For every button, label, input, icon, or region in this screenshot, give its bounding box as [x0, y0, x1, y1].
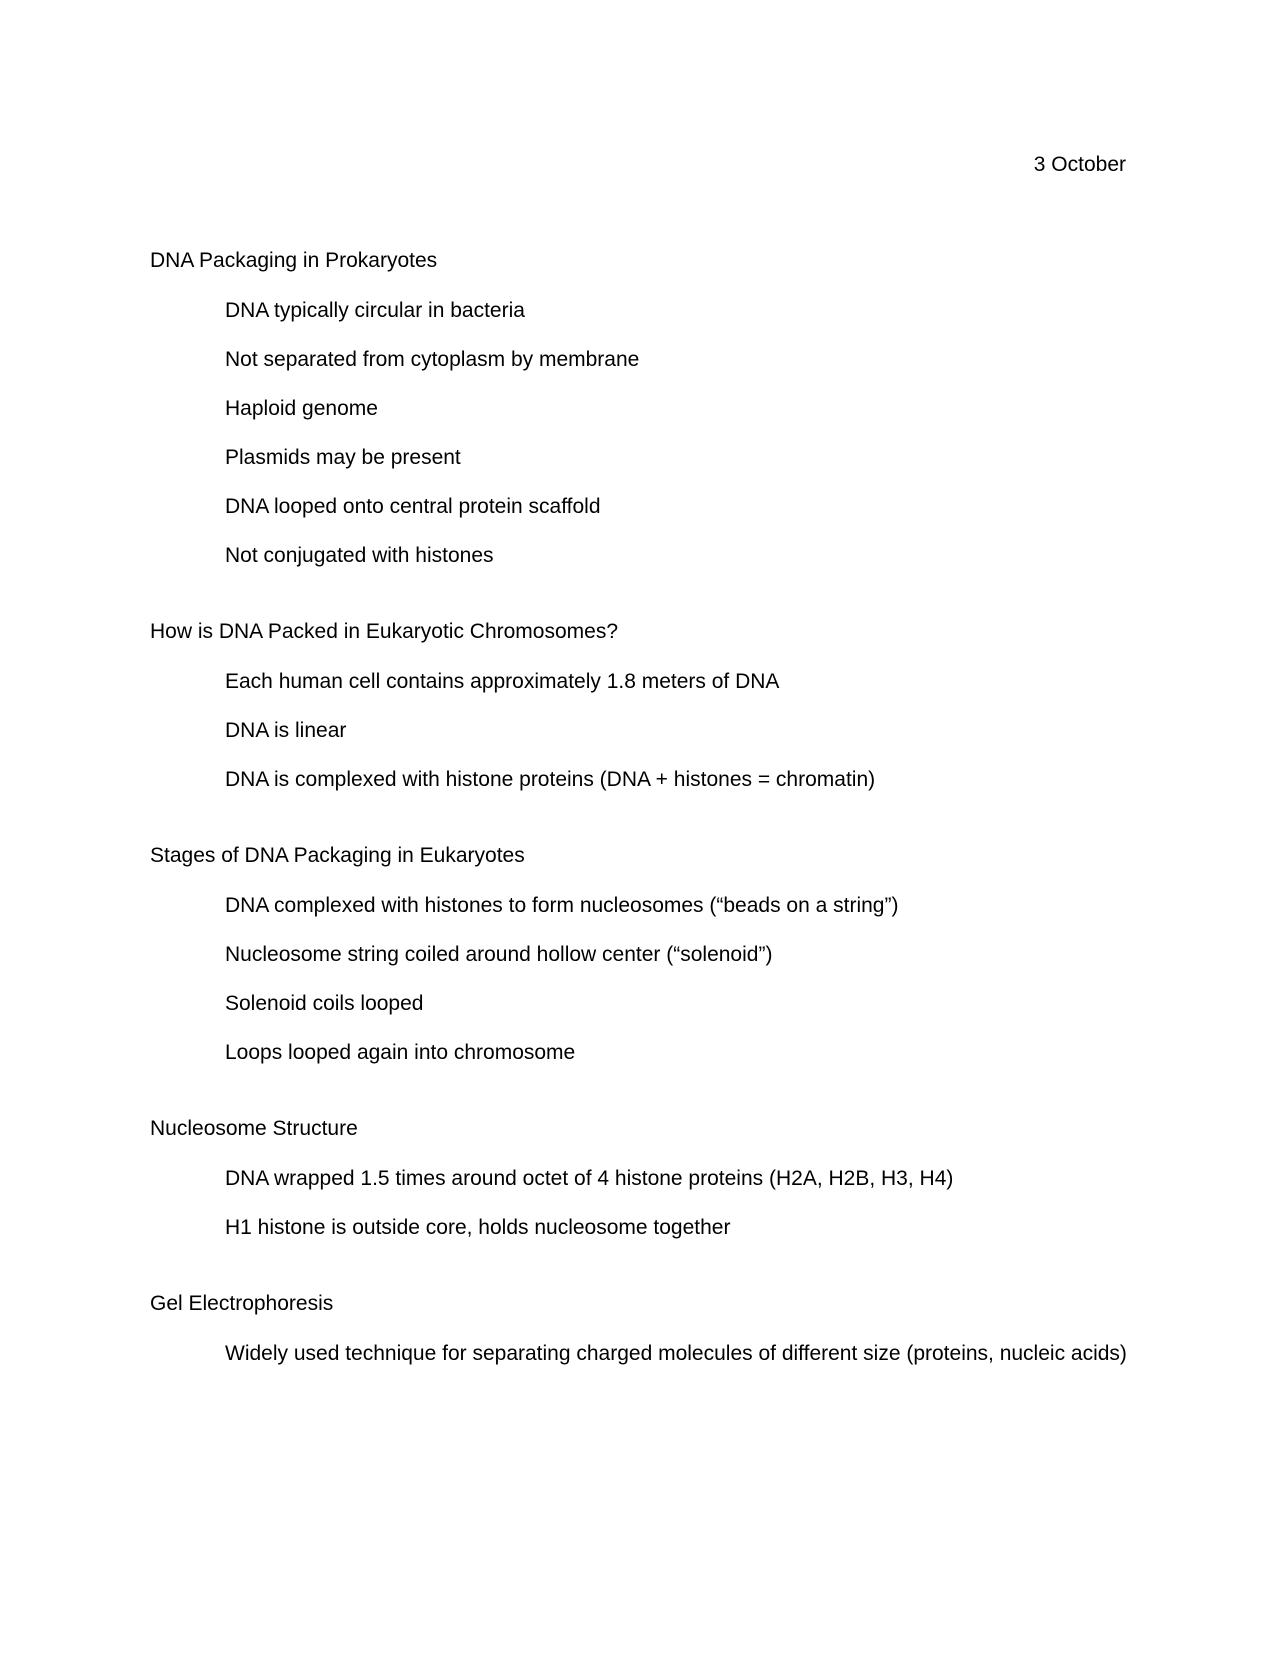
note-item: DNA typically circular in bacteria: [225, 299, 525, 322]
section-heading: How is DNA Packed in Eukaryotic Chromosomes?: [150, 620, 619, 643]
note-item: Plasmids may be present: [225, 446, 461, 469]
note-item: DNA wrapped 1.5 times around octet of 4 histone proteins (H2A, H2B, H3, H4): [225, 1167, 954, 1190]
note-item: H1 histone is outside core, holds nucleosome together: [225, 1216, 731, 1239]
note-item: Nucleosome string coiled around hollow center (“solenoid”): [225, 943, 773, 966]
section-heading: Gel Electrophoresis: [150, 1292, 334, 1315]
section-heading: Stages of DNA Packaging in Eukaryotes: [150, 844, 525, 867]
note-item: Solenoid coils looped: [225, 992, 424, 1015]
section-nucleosome-structure: [150, 1116, 1130, 1241]
note-item: Haploid genome: [225, 397, 378, 420]
section-gel-electrophoresis: [150, 1291, 1130, 1367]
note-item: Widely used technique for separating charged molecules of different size (proteins, nucleic acids): [225, 1342, 1127, 1365]
section-items: [150, 297, 1130, 569]
section-items: [150, 1165, 1130, 1241]
note-item: DNA complexed with histones to form nucleosomes (“beads on a string”): [225, 894, 899, 917]
section-heading: DNA Packaging in Prokaryotes: [150, 249, 438, 272]
section-heading: Nucleosome Structure: [150, 1117, 358, 1140]
notes-body: [150, 248, 1130, 1367]
section-items: [150, 1340, 1130, 1367]
note-item: DNA is complexed with histone proteins (DNA + histones = chromatin): [225, 768, 876, 791]
section-eukaryotic-chromosomes: [150, 619, 1130, 793]
note-item: DNA is linear: [225, 719, 347, 742]
note-item: Not separated from cytoplasm by membrane: [225, 348, 640, 371]
note-item: Not conjugated with histones: [225, 544, 494, 567]
note-item: Loops looped again into chromosome: [225, 1041, 576, 1064]
section-dna-packaging-prokaryotes: [150, 248, 1130, 569]
section-items: [150, 668, 1130, 793]
note-item: Each human cell contains approximately 1.8 meters of DNA: [225, 670, 780, 693]
note-item: DNA looped onto central protein scaffold: [225, 495, 601, 518]
section-items: [150, 892, 1130, 1066]
document-date: 3 October: [1033, 153, 1126, 176]
section-packaging-stages: [150, 843, 1130, 1066]
